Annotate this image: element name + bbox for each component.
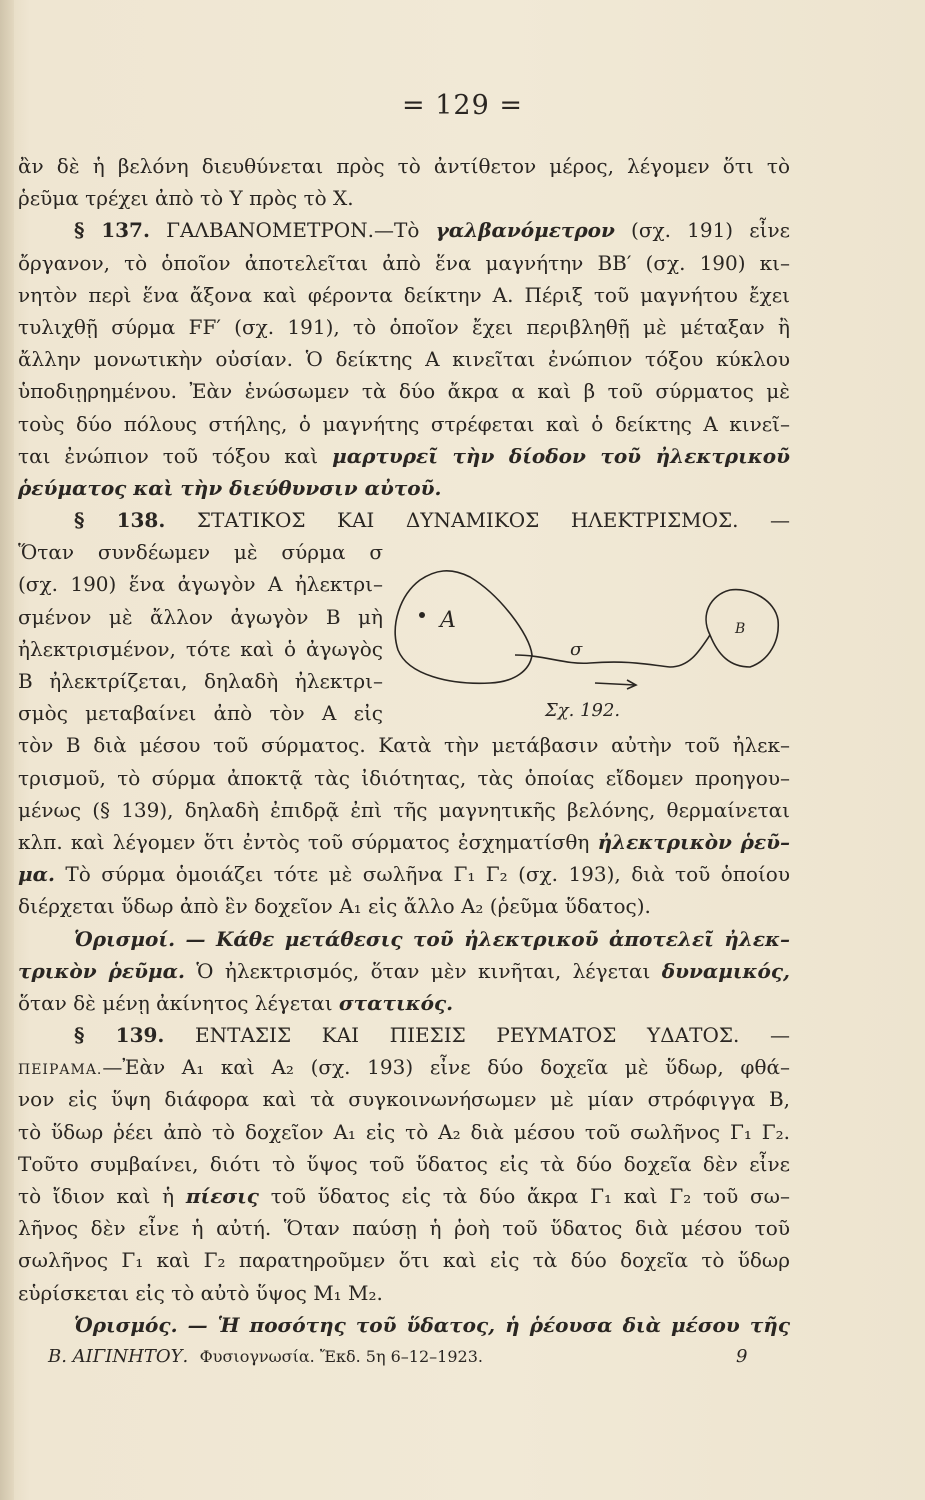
text-line: τρισμοῦ, τὸ σύρμα ἀποκτᾷ τὰς ἰδιότητας, τὰς ὁποίας εἴδομεν προηγου– xyxy=(18,765,790,790)
current-arrow xyxy=(595,683,635,685)
text-line: τὸ ὕδωρ ῥέει ἀπὸ τὸ δοχεῖον Α₁ εἰς τὸ Α₂ διὰ μέσου τοῦ σωλῆνος Γ₁ Γ₂. xyxy=(18,1119,790,1144)
text-line: νον εἰς ὕψη διάφορα καὶ τὰ συγκοινωνήσωμεν μὲ μίαν στρόφιγγα Β, xyxy=(18,1087,790,1112)
section-title: ΕΝΤΑΣΙΣ ΚΑΙ ΠΙΕΣΙΣ ΡΕΥΜΑΤΟΣ ΥΔΑΤΟΣ. — xyxy=(195,1023,790,1048)
section-number: § 137. xyxy=(74,218,150,243)
text-fragment: (σχ. 191) εἶνε xyxy=(614,218,790,243)
text-line: Β ἠλεκτρίζεται, δηλαδὴ ἠλεκτρι– xyxy=(18,669,383,693)
section-title: ΓΑΛΒΑΝΟΜΕΤΡΟΝ. xyxy=(166,218,375,243)
text-line: τυλιχθῇ σύρμα FF′ (σχ. 191), τὸ ὁποῖον ἔχει περιβληθῇ μὲ μέταξαν ἢ xyxy=(18,314,790,339)
text-line: σμὸς μεταβαίνει ἀπὸ τὸν Α εἰς xyxy=(18,701,383,726)
section-number: § 138. xyxy=(74,508,166,533)
text-line xyxy=(18,987,790,1019)
emphasis: πίεσις xyxy=(185,1184,259,1208)
text-line xyxy=(18,1051,790,1083)
definition-label: Ὁρισμοί. — xyxy=(74,926,216,951)
emphasis: ῥεύματος καὶ τὴν διεύθυνσιν αὐτοῦ. xyxy=(18,475,442,500)
text-line xyxy=(18,472,790,504)
experiment-label: ΠΕΙΡΑΜΑ. xyxy=(18,1062,103,1079)
text-line: ὑποδιῃρημένου. Ἐὰν ἑνώσωμεν τὰ δύο ἄκρα α καὶ β τοῦ σύρματος μὲ xyxy=(18,379,790,404)
emphasis: ἠλεκτρικὸν ῥεῦ– xyxy=(597,829,790,854)
page-number: = 129 = xyxy=(402,90,523,121)
body-text xyxy=(18,150,790,1373)
text-line: εὑρίσκεται εἰς τὸ αὐτὸ ὕψος Μ₁ Μ₂. xyxy=(18,1280,383,1305)
text-line: λῆνος δὲν εἶνε ἡ αὐτή. Ὅταν παύσῃ ἡ ῥοὴ τοῦ ὕδατος διὰ μέσου τοῦ xyxy=(18,1216,790,1241)
label-sigma: σ xyxy=(570,639,583,660)
text-line xyxy=(18,440,790,472)
text-fragment: ὅταν δὲ μένῃ ἀκίνητος λέγεται xyxy=(18,990,339,1015)
text-line: ἠλεκτρισμένον, τότε καὶ ὁ ἀγωγὸς xyxy=(18,636,383,661)
emphasis: δυναμικός, xyxy=(661,958,791,983)
definition-label: Ὁρισμός. — xyxy=(74,1312,218,1337)
text-line: σμένον μὲ ἄλλον ἀγωγὸν Β μὴ xyxy=(18,604,383,629)
section-number: § 139. xyxy=(74,1023,165,1048)
text-line: νητὸν περὶ ἕνα ἄξονα καὶ φέροντα δείκτην Α. Πέριξ τοῦ μαγνήτου ἔχει xyxy=(18,282,790,307)
text-line xyxy=(18,858,790,890)
emphasis: στατικός. xyxy=(338,990,454,1015)
page-footer xyxy=(18,1341,790,1373)
binding-edge xyxy=(0,0,14,1500)
label-a: Α xyxy=(440,608,456,633)
text-line: τοὺς δύο πόλους στήλης, ὁ μαγνήτης στρέφεται καὶ ὁ δείκτης Α κινεῖ– xyxy=(18,411,790,436)
footer-book: Φυσιογνωσία. Ἔκδ. 5η 6–12–1923. xyxy=(199,1346,483,1366)
text-fragment: Τὸ σύρμα ὁμοιάζει τότε μὲ σωλῆνα Γ₁ Γ₂ (σχ. 193), διὰ τοῦ ὁποίου xyxy=(55,862,790,887)
emphasis: Ἡ ποσότης τοῦ ὕδατος, ἡ ῥέουσα διὰ μέσου τῆς xyxy=(217,1312,790,1337)
text-fragment: κλπ. καὶ λέγομεν ὅτι ἐντὸς τοῦ σύρματος ἐσχηματίσθη xyxy=(18,829,598,854)
section-title: ΣΤΑΤΙΚΟΣ ΚΑΙ ΔΥΝΑΜΙΚΟΣ ΗΛΕΚΤΡΙΣΜΟΣ. — xyxy=(196,508,790,533)
text-fragment: ται ἐνώπιον τοῦ τόξου καὶ xyxy=(18,443,333,468)
section-heading-139 xyxy=(18,1019,790,1051)
text-line: (σχ. 190) ἕνα ἀγωγὸν Α ἠλεκτρι– xyxy=(18,572,383,597)
conductor-a-outline xyxy=(395,571,532,683)
wire-sigma xyxy=(515,635,710,667)
text-line: σωλῆνος Γ₁ καὶ Γ₂ παρατηροῦμεν ὅτι καὶ εἰς τὰ δύο δοχεῖα τὸ ὕδωρ xyxy=(18,1248,790,1273)
term: γαλβανόμετρον xyxy=(435,218,615,243)
emphasis: μαρτυρεῖ τὴν δίοδον τοῦ ἠλεκτρικοῦ xyxy=(332,443,790,468)
text-line: διέρχεται ὕδωρ ἀπὸ ἓν δοχεῖον Α₁ εἰς ἄλλο Α₂ (ῥεῦμα ὕδατος). xyxy=(18,894,651,919)
figure-caption: Σχ. 192. xyxy=(545,700,621,721)
text-line: μένως (§ 139), δηλαδὴ ἐπιδρᾷ ἐπὶ τῆς μαγνητικῆς βελόνης, θερμαίνεται xyxy=(18,797,790,822)
footer-author: Β. ΑΙΓΙΝΗΤΟΥ. xyxy=(48,1345,189,1367)
text-fragment: τοῦ ὕδατος εἰς τὰ δύο ἄκρα Γ₁ καὶ Γ₂ τοῦ σω– xyxy=(258,1184,790,1208)
section-heading-137 xyxy=(18,214,790,246)
text-line: ῥεῦμα τρέχει ἀπὸ τὸ Υ πρὸς τὸ Χ. xyxy=(18,186,354,211)
text-line xyxy=(18,955,790,987)
text-line: ὄργανον, τὸ ὁποῖον ἀποτελεῖται ἀπὸ ἕνα μαγνήτην ΒΒ′ (σχ. 190) κι– xyxy=(18,250,790,275)
text-fragment: —Ἐὰν Α₁ καὶ Α₂ (σχ. 193) εἶνε δύο δοχεῖα μὲ ὕδωρ, φθά– xyxy=(102,1055,790,1080)
text-fragment: Ὁ ἠλεκτρισμός, ὅταν μὲν κινῆται, λέγεται xyxy=(184,958,662,983)
text-line: Ὅταν συνδέωμεν μὲ σύρμα σ xyxy=(18,540,383,565)
label-b: Β xyxy=(735,621,746,637)
conductor-a-dot xyxy=(419,612,425,618)
emphasis: Κάθε μετάθεσις τοῦ ἠλεκτρικοῦ ἀποτελεῖ ἠλεκ– xyxy=(216,926,790,951)
text-line: ἄλλην μονωτικὴν οὐσίαν. Ὁ δείκτης Α κινεῖται ἐνώπιον τόξου κύκλου xyxy=(18,347,790,372)
text-line: ἂν δὲ ἡ βελόνη διευθύνεται πρὸς τὸ ἀντίθετον μέρος, λέγομεν ὅτι τὸ xyxy=(18,154,790,178)
emphasis: τρικὸν ῥεῦμα. xyxy=(18,958,185,983)
text-fragment: —Τὸ xyxy=(374,218,436,243)
text-line xyxy=(18,1180,790,1212)
footer-signature: 9 xyxy=(736,1345,748,1367)
definition-line xyxy=(18,923,790,955)
text-line xyxy=(18,826,790,858)
text-fragment: τὸ ἴδιον καὶ ἡ xyxy=(18,1184,186,1208)
text-line: τὸν Β διὰ μέσου τοῦ σύρματος. Κατὰ τὴν μετάβασιν αὐτὴν τοῦ ἠλεκ– xyxy=(18,733,790,758)
emphasis: μα. xyxy=(18,862,55,887)
definition-line xyxy=(18,1309,790,1341)
section-heading-138 xyxy=(18,504,790,536)
text-line: Τοῦτο συμβαίνει, διότι τὸ ὕψος τοῦ ὕδατος εἰς τὰ δύο δοχεῖα δὲν εἶνε xyxy=(18,1151,790,1176)
